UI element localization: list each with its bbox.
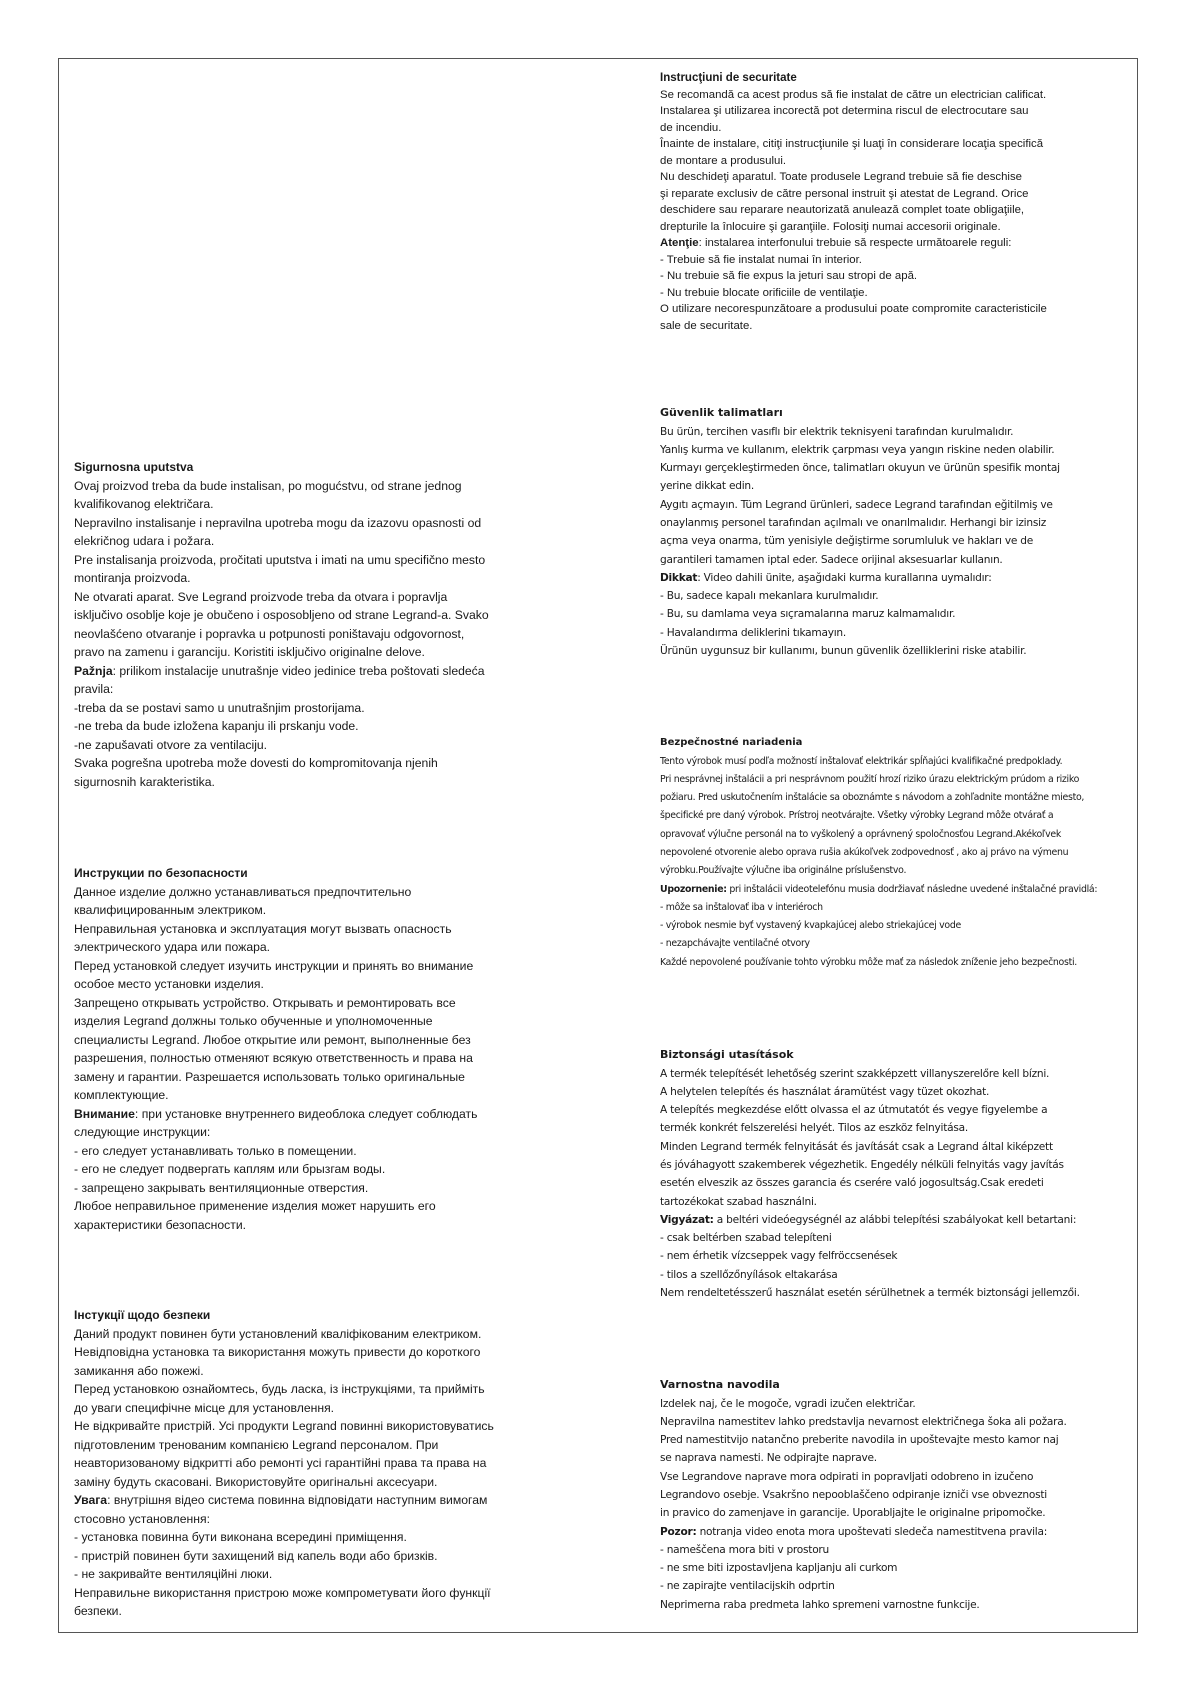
warning-label: Pozor:	[660, 1525, 697, 1538]
body-line: Ovaj proizvod treba da bude instalisan, po mogućstvu, od strane jednog	[74, 478, 462, 493]
body-line: Pri nesprávnej inštalácii a pri nesprávnom použití hrozí riziko úrazu elektrickým prúdom a riziko	[660, 773, 1080, 785]
body-line: de incendiu.	[660, 121, 722, 134]
warning-label: Upozornenie:	[660, 883, 727, 895]
body-line: Nepravilno instalisanje i nepravilna upotreba mogu da izazovu opasnosti od	[74, 515, 482, 530]
closing-line: Každé nepovolené používanie tohto výrobku môže mať za následok zníženie jeho bezpečnosti.	[660, 956, 1077, 968]
body-line: Minden Legrand termék felnyitását és javítását csak a Legrand által kiképzett	[660, 1140, 1053, 1153]
body-line: drepturile la înlocuire şi garanţiile. Folosiţi numai accesorii originale.	[660, 220, 1001, 233]
rule-item: - его следует устанавливать только в помещении.	[74, 1143, 357, 1158]
warning-text: a beltéri videóegységnél az alábbi telepítési szabályokat kell betartani:	[713, 1213, 1077, 1226]
section-title: Güvenlik talimatları	[660, 406, 783, 419]
warning-line	[660, 1523, 1130, 1541]
body-line: nepovolené otvorenie alebo oprava rušia akúkoľvek zodpovednosť , ako aj právo na výmenu	[660, 846, 1069, 858]
body-line: de montare a produsului.	[660, 154, 787, 167]
body-line: Înainte de instalare, citiţi instrucţiunile şi luaţi în considerare locaţia specifică	[660, 138, 1044, 150]
section-title: Biztonsági utasítások	[660, 1048, 794, 1061]
warning-label: Pažnja	[74, 663, 113, 678]
body-line: termék konkrét felszerelési helyét. Tilos az eszköz felnyitása.	[660, 1122, 968, 1135]
warning-text: notranja video enota mora upoštevati sledeča namestitvena pravila:	[696, 1525, 1048, 1538]
body-line: és jóváhagyott szakemberek végezhetik. Engedély nélküli felnyitás vagy javítás	[660, 1158, 1064, 1171]
warning-continuation: следующие инструкции:	[74, 1125, 211, 1139]
body-line: Не відкривайте пристрій. Усі продукти Legrand повинні використовуватись	[74, 1419, 494, 1433]
body-line: Legrandovo osebje. Vsakršno nepooblaščeno odpiranje izniči vse obveznosti	[660, 1488, 1047, 1501]
warning-continuation: pravila:	[74, 682, 114, 696]
warning-continuation: стосовно установлення:	[74, 1511, 211, 1526]
warning-label: Atenţie	[660, 237, 699, 249]
body-line: garantileri tamamen iptal eder. Sadece orijinal aksesuarlar kullanın.	[660, 553, 1003, 566]
body-line: výrobku.Používajte výlučne iba originálne príslušenstvo.	[660, 865, 907, 877]
body-line: Даний продукт повинен бути установлений кваліфікованим електриком.	[74, 1326, 482, 1341]
body-line: Vse Legrandove naprave mora odpirati in popravljati odobreno in izučeno	[660, 1470, 1034, 1483]
body-line: Перед установкою ознайомтесь, будь ласка, із інструкціями, та прийміть	[74, 1382, 485, 1396]
body-line: неавторизованому відкритті або ремонті усі гарантійні права та права на	[74, 1456, 487, 1470]
rule-item: -ne treba da bude izložena kapanju ili prskanju vode.	[74, 719, 359, 733]
rule-item: - nameščena mora biti v prostoru	[660, 1543, 830, 1556]
rule-item: - Bu, sadece kapalı mekanlara kurulmalıdır.	[660, 590, 879, 603]
warning-label: Dikkat	[660, 571, 698, 584]
body-line: Pred namestitvijo natančno preberite navodila in upoštevajte mesto kamor naj	[660, 1434, 1059, 1447]
body-line: neovlašćeno otvaranje i popravka u potpunosti poništavaju odgovornost,	[74, 626, 465, 641]
rule-item: - не закривайте вентиляційні люки.	[74, 1567, 273, 1581]
body-line: montiranja proizvoda.	[74, 571, 191, 585]
body-line: Se recomandă ca acest produs să fie instalat de către un electrician calificat.	[660, 88, 1047, 101]
body-line: Перед установкой следует изучить инструкции и принять во внимание	[74, 958, 474, 973]
body-line: специалисты Legrand. Любое открытие или ремонт, выполненные без	[74, 1032, 471, 1047]
warning-text: : при установке внутреннего видеоблока следует соблюдать	[134, 1106, 478, 1121]
section-title: Varnostna navodila	[660, 1378, 780, 1391]
body-line: yerine dikkat edin.	[660, 480, 754, 493]
section-slovenian	[660, 1376, 1130, 1614]
rule-item: - tilos a szellőzőnyílások eltakarása	[660, 1268, 838, 1281]
body-line: Ne otvarati aparat. Sve Legrand proizvode treba da otvara i popravlja	[74, 589, 448, 604]
rule-item: - Trebuie să fie instalat numai în interior.	[660, 253, 862, 266]
section-title: Інстукції щодо безпеки	[74, 1308, 211, 1322]
rule-item: - Bu, su damlama veya sıçramalarına maruz kalmamalıdır.	[660, 608, 956, 621]
body-line: Невідповідна установка та використання можуть привести до короткого	[74, 1345, 481, 1359]
body-line: tartozékokat szabad használni.	[660, 1195, 817, 1208]
body-line: elekričnog udara i požara.	[74, 534, 215, 548]
rule-item: - пристрій повинен бути захищений від капель води або бризків.	[74, 1548, 438, 1563]
warning-text: : prilikom instalacije unutrašnje video jedinice treba poštovati sledeća	[112, 663, 485, 678]
rule-item: - Havalandırma deliklerini tıkamayın.	[660, 626, 847, 639]
rule-item: - nem érhetik vízcseppek vagy felfröccsenések	[660, 1250, 898, 1263]
body-line: pravo na zamenu i garanciju. Koristiti isključivo originalne delove.	[74, 645, 425, 659]
rule-item: - установка повинна бути виконана всередині приміщення.	[74, 1530, 407, 1544]
body-line: квалифицированным электриком.	[74, 903, 267, 917]
body-line: in pravico do zamenjave in garancije. Uporabljajte le originalne pripomočke.	[660, 1507, 1046, 1520]
body-line: şi reparate exclusiv de către personal instruit şi atestat de Legrand. Orice	[660, 187, 1029, 200]
warning-text: pri inštalácii videotelefónu musia dodržiavať následne uvedené inštalačné pravidlá:	[726, 883, 1098, 895]
body-line: заміну будуть скасовані. Використовуйте оригінальні аксесуари.	[74, 1474, 438, 1489]
body-line: A termék telepítését lehetőség szerint szakképzett villanyszerelőre kell bízni.	[660, 1067, 1050, 1080]
section-turkish	[660, 404, 1130, 660]
body-line: підготовленим тренованим компанією Legrand персоналом. При	[74, 1437, 439, 1452]
warning-text: : Video dahili ünite, aşağıdaki kurma kurallarına uymalıdır:	[697, 571, 992, 584]
section-title: Instrucţiuni de securitate	[660, 72, 797, 84]
rule-item: - môže sa inštalovať iba v interiéroch	[660, 901, 823, 913]
rule-item: - его не следует подвергать каплям или брызгам воды.	[74, 1162, 386, 1176]
closing-line: Nem rendeltetésszerű használat esetén sérülhetnek a termék biztonsági jellemzői.	[660, 1287, 1080, 1300]
body-line: požiaru. Pred uskutočnením inštalácie sa oboznámte s návodom a zohľadnite montážne miesto,	[660, 792, 1085, 804]
body-line: Неправильная установка и эксплуатация могут вызвать опасность	[74, 921, 452, 936]
body-line: špecifické pre daný výrobok. Prístroj neotvárajte. Všetky výrobky Legrand môže otvárať a	[660, 810, 1054, 822]
closing-line: Неправильне використання пристрою може компрометувати його функції	[74, 1585, 491, 1600]
body-line: разрешения, полностью отменяют всякую ответственность и права на	[74, 1051, 473, 1065]
body-line: Запрещено открывать устройство. Открывать и ремонтировать все	[74, 995, 456, 1010]
warning-line	[660, 881, 1135, 899]
body-line: se naprava namesti. Ne odpirajte naprave.	[660, 1452, 877, 1465]
rule-item: - ne sme biti izpostavljena kapljanju ali curkom	[660, 1562, 898, 1575]
rule-item: - запрещено закрывать вентиляционные отверстия.	[74, 1180, 369, 1195]
body-line: deschidere sau reparare neautorizată anulează complet toate obligaţiile,	[660, 204, 1025, 216]
section-serbian	[74, 458, 594, 791]
body-line: açma veya onarma, tüm yenisiyle değiştirme sorumluluk ve hakları ve de	[660, 535, 1033, 548]
rule-item: - výrobok nesmie byť vystavený kvapkajúcej alebo striekajúcej vode	[660, 920, 961, 932]
rule-item: - Nu trebuie blocate orificiile de ventilaţie.	[660, 286, 868, 299]
body-line: kvalifikovanog električara.	[74, 497, 214, 511]
section-title: Инструкции по безопасности	[74, 866, 248, 880]
warning-line	[74, 662, 594, 681]
body-line: Aygıtı açmayın. Tüm Legrand ürünleri, sadece Legrand tarafından eğitilmiş ve	[660, 498, 1053, 511]
body-line: замикання або пожежі.	[74, 1363, 204, 1378]
warning-line	[660, 569, 1130, 587]
body-line: комплектующие.	[74, 1088, 169, 1102]
closing-line: Ürünün uygunsuz bir kullanımı, bunun güvenlik özelliklerini riske atabilir.	[660, 645, 1027, 658]
closing-line: sale de securitate.	[660, 319, 753, 332]
section-russian	[74, 864, 594, 1234]
warning-line	[74, 1105, 594, 1124]
body-line: электрического удара или пожара.	[74, 940, 271, 954]
body-line: esetén elveszik az összes garancia és cserére való jogosultság.Csak eredeti	[660, 1177, 1044, 1190]
body-line: Instalarea şi utilizarea incorectă pot determina riscul de electrocutare sau	[660, 105, 1029, 117]
body-line: Pre instalisanja proizvoda, pročitati uputstva i imati na umu specifično mesto	[74, 552, 486, 567]
closing-line: Neprimerna raba predmeta lahko spremeni varnostne funkcije.	[660, 1598, 980, 1611]
body-line: до уваги специфічне місце для установлення.	[74, 1400, 335, 1415]
warning-label: Vigyázat:	[660, 1213, 714, 1226]
body-line: Nu deschideţi aparatul. Toate produsele Legrand trebuie să fie deschise	[660, 171, 1022, 183]
rule-item: -ne zapušavati otvore za ventilaciju.	[74, 737, 268, 752]
warning-label: Внимание	[74, 1106, 135, 1121]
warning-text: : внутрішня відео система повинна відповідати наступним вимогам	[107, 1493, 488, 1507]
rule-item: - nezapchávajte ventilačné otvory	[660, 938, 810, 950]
warning-line	[660, 1211, 1130, 1229]
body-line: Izdelek naj, če le mogoče, vgradi izučen električar.	[660, 1397, 916, 1410]
body-line: Nepravilna namestitev lahko predstavlja nevarnost električnega šoka ali požara.	[660, 1415, 1067, 1428]
closing-line: O utilizare necorespunzătoare a produsului poate compromite caracteristicile	[660, 303, 1047, 315]
closing-line: Любое неправильное применение изделия может нарушить его	[74, 1199, 436, 1213]
rule-item: -treba da se postavi samo u unutrašnjim prostorijama.	[74, 700, 365, 715]
body-line: A telepítés megkezdése előtt olvassa el az útmutatót és vegye figyelembe a	[660, 1104, 1048, 1117]
section-slovak	[660, 734, 1135, 972]
closing-line: sigurnosnih karakteristika.	[74, 774, 215, 789]
body-line: особое место установки изделия.	[74, 977, 264, 991]
warning-line	[660, 235, 1130, 252]
body-line: isključivo osoblje koje je obučeno i osposobljeno od strane Legrand-a. Svako	[74, 608, 489, 622]
body-line: Yanlış kurma ve kullanım, elektrik çarpması veya yangın riskine neden olabilir.	[660, 443, 1055, 456]
rule-item: - csak beltérben szabad telepíteni	[660, 1232, 832, 1245]
section-romanian	[660, 70, 1130, 334]
body-line: A helytelen telepítés és használat áramütést vagy tüzet okozhat.	[660, 1085, 990, 1098]
section-title: Bezpečnostné nariadenia	[660, 737, 803, 748]
section-hungarian	[660, 1046, 1130, 1302]
body-line: изделия Legrand должны только обученные и уполномоченные	[74, 1014, 433, 1028]
rule-item: - Nu trebuie să fie expus la jeturi sau stropi de apă.	[660, 270, 918, 282]
body-line: onaylanmış personel tarafından açılmalı ve onarılmalıdır. Herhangi bir izinsiz	[660, 516, 1047, 529]
section-ukrainian	[74, 1306, 594, 1621]
closing-line: Svaka pogrešna upotreba može dovesti do kompromitovanja njenih	[74, 756, 438, 770]
warning-text: : instalarea interfonului trebuie să respecte următoarele reguli:	[698, 237, 1012, 249]
body-line: Данное изделие должно устанавливаться предпочтительно	[74, 884, 412, 899]
body-line: opravovať výlučne personál na to vyškolený a oprávnený spoločnosťou Legrand.Akékoľvek	[660, 828, 1061, 840]
section-title: Sigurnosna uputstva	[74, 460, 194, 474]
body-line: Bu ürün, tercihen vasıflı bir elektrik teknisyeni tarafından kurulmalıdır.	[660, 425, 1014, 438]
body-line: Tento výrobok musí podľa možností inštalovať elektrikár spĺňajúci kvalifikačné predpoklady.	[660, 755, 1063, 767]
rule-item: - ne zapirajte ventilacijskih odprtin	[660, 1580, 835, 1593]
closing-line: характеристики безопасности.	[74, 1217, 247, 1232]
body-line: Kurmayı gerçekleştirmeden önce, talimatları okuyun ve ürünün spesifik montaj	[660, 462, 1060, 475]
warning-line	[74, 1491, 594, 1510]
body-line: замену и гарантии. Разрешается использовать только оригинальные	[74, 1069, 465, 1084]
closing-line: безпеки.	[74, 1604, 122, 1618]
warning-label: Увага	[74, 1493, 108, 1507]
